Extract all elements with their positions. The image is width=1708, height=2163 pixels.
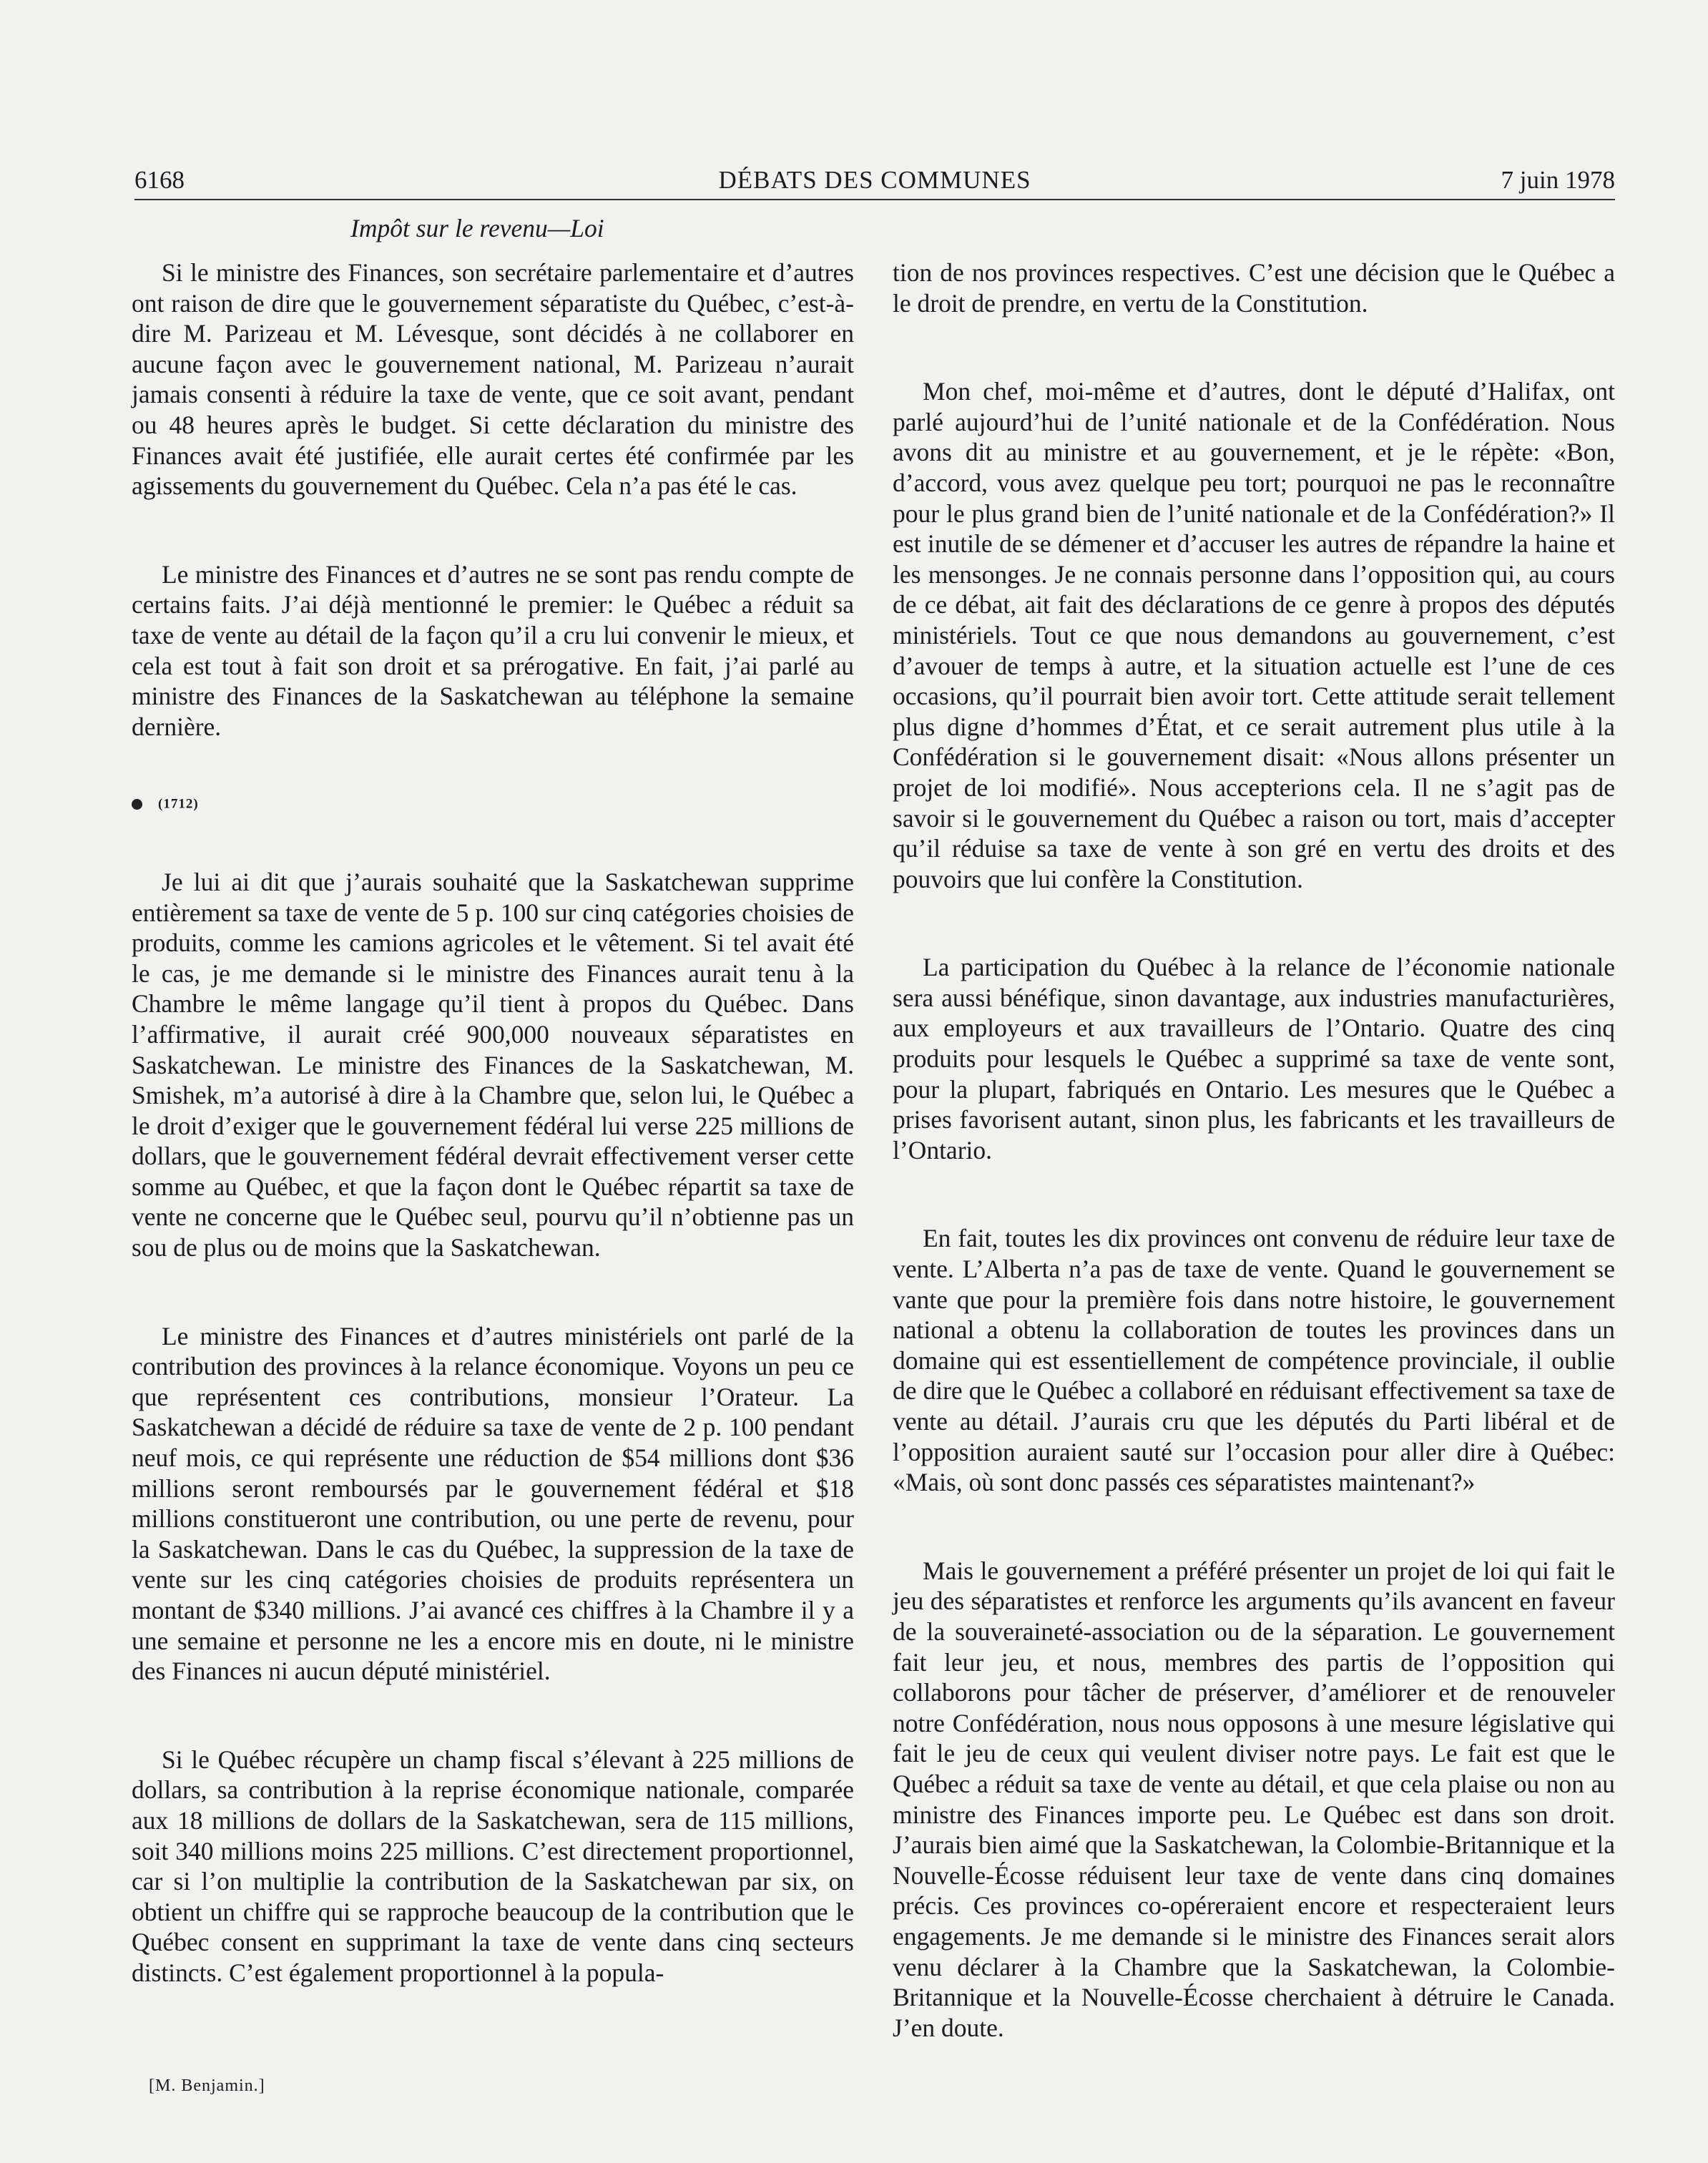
page-number: 6168 [134,166,185,194]
paragraph: En fait, toutes les dix provinces ont convenu de réduire leur taxe de vente. L’Alberta n’a pas de taxe de vente. Quand le gouvernement se vante que pour la première fois dans notre histoire, le gouvernement national a obtenu la collaboration de toutes les provinces dans un domaine qui est essentiellement de compétence provinciale, il oublie de dire que le Québec a collaboré en réduisant effectivement sa taxe de vente au détail. J’aurais cru que les députés du Parti libéral et de l’opposition auraient sauté sur l’occasion pour aller dire à Québec: «Mais, où sont donc passés ces séparatistes maintenant?» [893,1224,1615,1497]
paragraph: Si le Québec récupère un champ fiscal s’élevant à 225 millions de dollars, sa contribution à la reprise économique nationale, comparée aux 18 millions de dollars de la Saskatchewan, sera de 115 millions, soit 340 millions moins 225 millions. C’est directement proportionnel, car si l’on multiplie la contribution de la Saskatchewan par six, on obtient un chiffre qui se rapproche beaucoup de la contribution que le Québec consent en supprimant la taxe de vente dans cinq secteurs distincts. C’est également proportionnel à la popula- [132,1745,854,1987]
subject-heading: Impôt sur le revenu—Loi [350,214,604,242]
speaker-note: [M. Benjamin.] [149,2076,265,2095]
bullet-icon [132,799,142,810]
publication-title: DÉBATS DES COMMUNES [718,166,1031,194]
right-column [893,258,1615,2043]
paragraph: Mais le gouvernement a préféré présenter un projet de loi qui fait le jeu des séparatistes et renforce les arguments qu’ils avancent en faveur de la souveraineté-association ou de la séparation. Le gouvernement fait leur jeu, et nous, membres des partis de l’opposition qui collaborons pour tâcher de préserver, d’améliorer et de renouveler notre Confédération, nous nous opposons à une mesure législative qui fait le jeu de ceux qui veulent diviser notre pays. Le fait est que le Québec a réduit sa taxe de vente au détail, et que cela plaise ou non au ministre des Finances importe peu. Le Québec est dans son droit. J’aurais bien aimé que la Saskatchewan, la Colombie-Britannique et la Nouvelle-Écosse réduisent leur taxe de vente dans cinq domaines précis. Ces provinces co-opéreraient encore et respecteraient leurs engagements. Je me demande si le ministre des Finances serait alors venu déclarer à la Chambre que la Saskatchewan, la Colombie-Britannique et la Nouvelle-Écosse cherchaient à détruire le Canada. J’en doute. [893,1556,1615,2042]
paragraph: Le ministre des Finances et d’autres ministériels ont parlé de la contribution des provinces à la relance économique. Voyons un peu ce que représentent ces contributions, monsieur l’Orateur. La Saskatchewan a décidé de réduire sa taxe de vente de 2 p. 100 pendant neuf mois, ce qui représente une réduction de $54 millions dont $36 millions seront remboursés par le gouvernement fédéral et $18 millions constitueront une contribution, ou une perte de revenu, pour la Saskatchewan. Dans le cas du Québec, la suppression de la taxe de vente sur les cinq catégories choisies de produits représentera un montant de $340 millions. J’ai avancé ces chiffres à la Chambre il y a une semaine et personne ne les a encore mis en doute, ni le ministre des Finances ni aucun député ministériel. [132,1321,854,1686]
paragraph: Mon chef, moi-même et d’autres, dont le député d’Halifax, ont parlé aujourd’hui de l’unité nationale et de la Confédération. Nous avons dit au ministre et au gouvernement, et je le répète: «Bon, d’accord, vous avez quelque peu tort; pourquoi ne pas le reconnaître pour le plus grand bien de l’unité nationale et de la Confédération?» Il est inutile de se démener et d’accuser les autres de répandre la haine et les mensonges. Je ne connais personne dans l’opposition qui, au cours de ce débat, ait fait des déclarations de ce genre à propos des députés ministériels. Tout ce que nous demandons au gouvernement, c’est d’avouer de temps à autre, et la situation actuelle est l’une de ces occasions, qu’il pourrait bien avoir tort. Cette attitude serait tellement plus digne d’hommes d’État, et ce serait autrement plus utile à la Confédération si le gouvernement disait: «Nous allons présenter un projet de loi modifié». Nous accepterions cela. Il ne s’agit pas de savoir si le gouvernement du Québec a raison ou tort, mais d’accepter qu’il réduise sa taxe de vente à son gré en vertu des droits et des pouvoirs que lui confère la Constitution. [893,377,1615,893]
time-stamp: (1712) [158,796,199,812]
page-header [134,159,1615,200]
publication-date: 7 juin 1978 [1501,166,1615,194]
left-column [132,213,854,1988]
paragraph: Si le ministre des Finances, son secrétaire parlementaire et d’autres ont raison de dire que le gouvernement séparatiste du Québec, c’est-à-dire M. Parizeau et M. Lévesque, sont décidés à ne collaborer en aucune façon avec le gouvernement national, M. Parizeau n’aurait jamais consenti à réduire la taxe de vente, que ce soit avant, pendant ou 48 heures après le budget. Si cette déclaration du ministre des Finances avait été justifiée, elle aurait certes été confirmée par les agissements du gouvernement du Québec. Cela n’a pas été le cas. [132,258,854,501]
paragraph: Je lui ai dit que j’aurais souhaité que la Saskatchewan supprime entièrement sa taxe de vente de 5 p. 100 sur cinq catégories choisies de produits, comme les camions agricoles et le vêtement. Si tel avait été le cas, je me demande si le ministre des Finances aurait tenu à la Chambre le même langage qu’il tient à propos du Québec. Dans l’affirmative, il aurait créé 900,000 nouveaux séparatistes en Saskatchewan. Le ministre des Finances de la Saskatchewan, M. Smishek, m’a autorisé à dire à la Chambre que, selon lui, le Québec a le droit d’exiger que le gouvernement fédéral lui verse 225 millions de dollars, que le gouvernement fédéral devrait effectivement verser cette somme au Québec, et que la façon dont le Québec répartit sa taxe de vente ne concerne que le Québec seul, pourvu qu’il n’obtienne pas un sou de plus ou de moins que la Saskatchewan. [132,867,854,1262]
paragraph: Le ministre des Finances et d’autres ne se sont pas rendu compte de certains faits. J’ai déjà mentionné le premier: le Québec a réduit sa taxe de vente au détail de la façon qu’il a cru lui convenir le mieux, et cela est tout à fait son droit et sa prérogative. En fait, j’ai parlé au ministre des Finances de la Saskatchewan au téléphone la semaine dernière. [132,559,854,741]
paragraph: La participation du Québec à la relance de l’économie nationale sera aussi bénéfique, sinon davantage, aux industries manufacturières, aux employeurs et aux travailleurs de l’Ontario. Quatre des cinq produits pour lesquels le Québec a supprimé sa taxe de vente sont, pour la plupart, fabriqués en Ontario. Les mesures que le Québec a prises favorisent autant, sinon plus, les fabricants et les travailleurs de l’Ontario. [893,953,1615,1164]
time-marker [132,789,854,820]
paragraph: tion de nos provinces respectives. C’est une décision que le Québec a le droit de prendre, en vertu de la Constitution. [893,258,1615,318]
